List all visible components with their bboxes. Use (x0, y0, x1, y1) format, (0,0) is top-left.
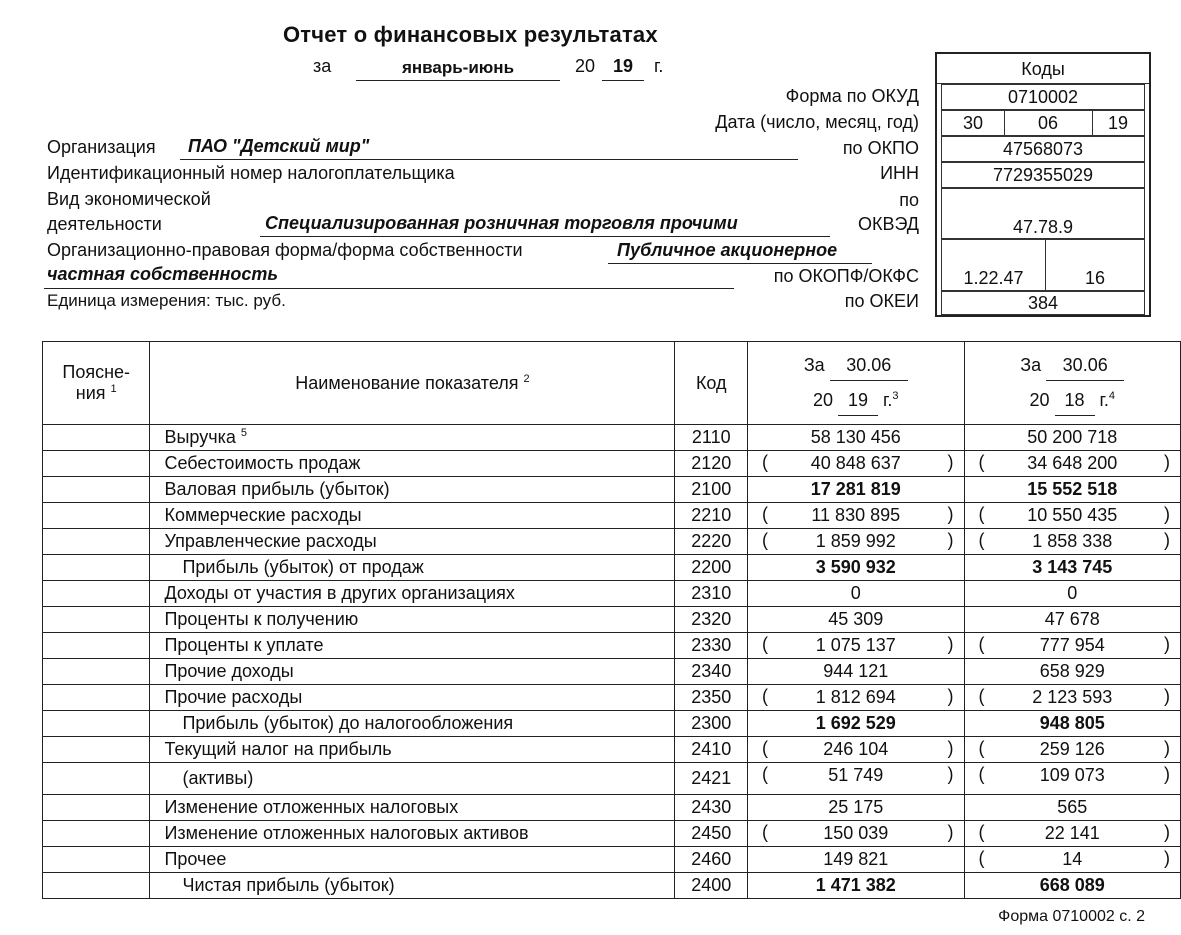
header-code: Код (675, 342, 748, 425)
row-value-previous-number: 259 126 (1039, 739, 1105, 759)
row-value-current (748, 451, 964, 477)
row-explanation (43, 477, 150, 503)
row-name (150, 711, 675, 737)
row-value-current-number: 150 039 (823, 823, 889, 843)
row-value-previous-number: 2 123 593 (1032, 687, 1113, 707)
row-code: 2200 (675, 555, 748, 581)
row-value-previous (964, 711, 1181, 737)
row-code: 2100 (675, 477, 748, 503)
row-code: 2430 (675, 795, 748, 821)
header-period-1-line1 (748, 350, 963, 381)
header-period-2-line2 (965, 381, 1181, 416)
open-paren: ( (762, 634, 769, 654)
header-explanation (43, 342, 150, 425)
table-body (43, 425, 1181, 899)
org-label: Организация (47, 137, 156, 157)
legal-form-value-2: частная собственность (47, 264, 279, 284)
row-value-current (748, 659, 964, 685)
row-code: 2350 (675, 685, 748, 711)
row-value-current (748, 503, 964, 529)
header-name-sup: 2 (523, 372, 530, 385)
row-value-current-number: 944 121 (823, 661, 889, 681)
table-row (43, 873, 1181, 899)
close-paren: ) (947, 530, 954, 550)
row-code: 2120 (675, 451, 748, 477)
period-year-underline (602, 80, 644, 81)
close-paren: ) (947, 822, 954, 842)
open-paren: ( (762, 738, 769, 758)
row-name (150, 425, 675, 451)
row-value-previous (964, 795, 1181, 821)
table-row (43, 581, 1181, 607)
row-name (150, 795, 675, 821)
row-code: 2220 (675, 529, 748, 555)
row-explanation (43, 711, 150, 737)
row-name-text: Проценты к уплате (164, 635, 324, 655)
open-paren: ( (978, 822, 985, 842)
row-value-current-number: 40 848 637 (810, 453, 901, 473)
row-explanation (43, 555, 150, 581)
row-name-text: (активы) (182, 768, 254, 788)
row-value-current (748, 795, 964, 821)
row-explanation (43, 873, 150, 899)
row-name (150, 659, 675, 685)
okud-code: 0710002 (941, 84, 1145, 110)
row-value-current (748, 477, 964, 503)
row-code: 2210 (675, 503, 748, 529)
row-value-previous-number: 948 805 (1039, 713, 1105, 733)
activity-underline (260, 236, 830, 237)
activity-label-2: деятельности (47, 214, 162, 234)
row-code: 2450 (675, 821, 748, 847)
row-value-previous (964, 555, 1181, 581)
row-explanation (43, 425, 150, 451)
row-name-text: Изменение отложенных налоговых активов (164, 823, 529, 843)
inn-code: 7729355029 (941, 162, 1145, 188)
row-name (150, 873, 675, 899)
table-header-row (43, 342, 1181, 425)
table-row (43, 477, 1181, 503)
header-period-1-suffix: г. (883, 390, 893, 410)
row-value-previous (964, 503, 1181, 529)
row-code: 2400 (675, 873, 748, 899)
header-explanation-sup: 1 (110, 383, 117, 395)
row-value-current (748, 607, 964, 633)
row-explanation (43, 451, 150, 477)
period-value: январь-июнь (401, 58, 515, 77)
close-paren: ) (947, 634, 954, 654)
row-value-current-number: 45 309 (828, 609, 884, 629)
table-row (43, 503, 1181, 529)
table-row (43, 795, 1181, 821)
row-value-current (748, 633, 964, 659)
legal-form-value-1: Публичное акционерное (617, 240, 838, 260)
row-value-current-number: 149 821 (823, 849, 889, 869)
close-paren: ) (1164, 634, 1170, 654)
row-code: 2330 (675, 633, 748, 659)
okopf-value: 1.22.47 (942, 240, 1046, 290)
okfs-value: 16 (1084, 268, 1106, 288)
row-value-previous (964, 477, 1181, 503)
legal-form-underline-2 (44, 288, 734, 289)
row-name (150, 847, 675, 873)
close-paren: ) (947, 504, 954, 524)
row-name-text: Изменение отложенных налоговых (164, 797, 459, 817)
row-name-text: Себестоимость продаж (164, 453, 361, 473)
row-value-current-number: 1 692 529 (815, 713, 896, 733)
date-month: 06 (1004, 111, 1093, 135)
open-paren: ( (762, 686, 769, 706)
row-value-current-number: 1 859 992 (815, 531, 896, 551)
header-period-2 (964, 342, 1181, 425)
period-year-suffix: г. (654, 56, 664, 76)
report-title: Отчет о финансовых результатах (283, 22, 658, 47)
header-period-1-year-prefix: 20 (812, 390, 834, 410)
row-name-text: Коммерческие расходы (164, 505, 362, 525)
codes-box (935, 52, 1151, 317)
activity-value: Специализированная розничная торговля прочими (265, 213, 738, 233)
row-value-previous-number: 10 550 435 (1027, 505, 1118, 525)
row-name-text: Прочие доходы (164, 661, 294, 681)
row-value-previous-number: 15 552 518 (1027, 479, 1118, 499)
row-value-current-number: 1 075 137 (815, 635, 896, 655)
table-row (43, 711, 1181, 737)
header-explanation-line1: Поясне- (62, 362, 131, 382)
row-name-text: Прочее (164, 849, 227, 869)
header-period-2-suffix: г. (1099, 390, 1109, 410)
table-row (43, 847, 1181, 873)
inn-label: ИНН (880, 163, 919, 183)
header-period-2-prefix: За (1020, 355, 1042, 375)
row-code: 2310 (675, 581, 748, 607)
okved-label: ОКВЭД (857, 214, 919, 234)
row-code: 2421 (675, 763, 748, 795)
close-paren: ) (947, 764, 954, 784)
row-code: 2460 (675, 847, 748, 873)
row-value-previous (964, 821, 1181, 847)
row-explanation (43, 847, 150, 873)
row-value-previous-number: 50 200 718 (1027, 427, 1118, 447)
date-code (941, 110, 1145, 136)
close-paren: ) (1164, 738, 1170, 758)
header-name-text: Наименование показателя (295, 372, 519, 393)
row-value-previous-number: 47 678 (1044, 609, 1100, 629)
row-value-previous (964, 847, 1181, 873)
row-value-current (748, 685, 964, 711)
header-period-1-date: 30.06 (830, 350, 908, 381)
period-underline (356, 80, 560, 81)
row-name (150, 685, 675, 711)
header-name (150, 342, 675, 425)
row-value-previous (964, 763, 1181, 795)
row-value-previous (964, 685, 1181, 711)
okved-code: 47.78.9 (941, 188, 1145, 239)
row-value-current-number: 11 830 895 (811, 505, 901, 525)
row-explanation (43, 607, 150, 633)
row-value-previous-number: 34 648 200 (1027, 453, 1118, 473)
date-year: 19 (1107, 113, 1129, 133)
close-paren: ) (1164, 530, 1170, 550)
table-row (43, 737, 1181, 763)
table-row (43, 451, 1181, 477)
row-value-current (748, 425, 964, 451)
row-value-current-number: 17 281 819 (810, 479, 901, 499)
row-name-sup: 5 (240, 427, 248, 439)
row-value-previous-number: 14 (1062, 849, 1083, 869)
row-value-previous (964, 633, 1181, 659)
header-period-2-year: 18 (1055, 385, 1095, 416)
date-day: 30 (942, 111, 1005, 135)
okud-label: Форма по ОКУД (785, 86, 919, 106)
row-explanation (43, 737, 150, 763)
row-value-previous-number: 668 089 (1039, 875, 1105, 895)
open-paren: ( (762, 764, 769, 784)
period-prefix: за (313, 56, 332, 76)
inn-full-label: Идентификационный номер налогоплательщика (47, 163, 455, 183)
open-paren: ( (978, 634, 985, 654)
row-value-current (748, 821, 964, 847)
row-explanation (43, 503, 150, 529)
row-name-text: Прибыль (убыток) до налогообложения (182, 713, 514, 733)
po-label: по (899, 190, 919, 210)
row-value-previous (964, 581, 1181, 607)
row-explanation (43, 763, 150, 795)
row-name-text: Текущий налог на прибыль (164, 739, 392, 759)
row-name-text: Валовая прибыль (убыток) (164, 479, 390, 499)
header-period-2-date: 30.06 (1046, 350, 1124, 381)
header-explanation-text: ния (75, 383, 106, 403)
okei-label: по ОКЕИ (844, 291, 919, 311)
row-value-previous-number: 1 858 338 (1032, 531, 1113, 551)
row-value-current-number: 58 130 456 (810, 427, 901, 447)
row-name (150, 477, 675, 503)
table-row (43, 529, 1181, 555)
header-period-2-sup: 4 (1108, 390, 1116, 402)
row-explanation (43, 685, 150, 711)
okopf-code (941, 239, 1145, 291)
row-name-text: Прочие расходы (164, 687, 303, 707)
table-row (43, 685, 1181, 711)
table-row (43, 607, 1181, 633)
header-period-2-line1 (965, 350, 1181, 381)
header-period-1-year: 19 (838, 385, 878, 416)
row-value-previous-number: 109 073 (1039, 765, 1105, 785)
row-name-text: Прибыль (убыток) от продаж (182, 557, 424, 577)
row-name (150, 633, 675, 659)
row-value-current-number: 25 175 (828, 797, 884, 817)
open-paren: ( (978, 764, 985, 784)
row-code: 2110 (675, 425, 748, 451)
row-name (150, 555, 675, 581)
table-row (43, 425, 1181, 451)
open-paren: ( (978, 686, 985, 706)
open-paren: ( (762, 530, 769, 550)
financial-results-table (42, 341, 1181, 899)
row-value-previous-number: 658 929 (1039, 661, 1105, 681)
row-explanation (43, 821, 150, 847)
row-value-current (748, 711, 964, 737)
header-explanation-line2 (43, 383, 149, 404)
org-name: ПАО "Детский мир" (188, 136, 370, 156)
table-row (43, 633, 1181, 659)
row-name (150, 607, 675, 633)
row-value-previous-number: 0 (1067, 583, 1078, 603)
row-value-previous (964, 451, 1181, 477)
close-paren: ) (1164, 686, 1170, 706)
row-value-current-number: 0 (850, 583, 861, 603)
row-name-text: Выручка (164, 427, 236, 447)
row-name (150, 503, 675, 529)
close-paren: ) (1164, 504, 1170, 524)
row-code: 2320 (675, 607, 748, 633)
row-name-text: Управленческие расходы (164, 531, 377, 551)
row-value-previous-number: 3 143 745 (1032, 557, 1113, 577)
row-value-current-number: 1 471 382 (815, 875, 896, 895)
row-name-text: Доходы от участия в других организациях (164, 583, 515, 603)
close-paren: ) (947, 738, 954, 758)
row-value-previous (964, 873, 1181, 899)
open-paren: ( (762, 452, 769, 472)
row-value-previous (964, 607, 1181, 633)
period-year-prefix: 20 (575, 56, 596, 76)
org-underline (180, 159, 798, 160)
row-value-previous-number: 22 141 (1044, 823, 1100, 843)
row-code: 2410 (675, 737, 748, 763)
date-label: Дата (число, месяц, год) (715, 112, 919, 132)
row-value-current (748, 763, 964, 795)
row-value-current-number: 51 749 (828, 765, 884, 785)
open-paren: ( (762, 822, 769, 842)
open-paren: ( (978, 738, 985, 758)
row-code: 2300 (675, 711, 748, 737)
row-value-previous-number: 777 954 (1039, 635, 1105, 655)
row-value-previous-number: 565 (1057, 797, 1088, 817)
header-period-2-year-prefix: 20 (1029, 390, 1050, 410)
row-code: 2340 (675, 659, 748, 685)
close-paren: ) (1164, 822, 1170, 842)
open-paren: ( (762, 504, 769, 524)
okopf-label: по ОКОПФ/ОКФС (773, 266, 919, 286)
okei-code: 384 (941, 291, 1145, 315)
close-paren: ) (1164, 848, 1170, 868)
row-value-previous (964, 529, 1181, 555)
row-value-current (748, 873, 964, 899)
header-period-1-sup: 3 (892, 390, 899, 402)
activity-label-1: Вид экономической (47, 189, 211, 209)
row-explanation (43, 659, 150, 685)
period-year: 19 (612, 56, 634, 76)
row-explanation (43, 795, 150, 821)
row-explanation (43, 581, 150, 607)
row-name (150, 451, 675, 477)
close-paren: ) (1164, 764, 1170, 784)
row-explanation (43, 529, 150, 555)
row-value-previous (964, 659, 1181, 685)
open-paren: ( (978, 530, 985, 550)
row-name-text: Чистая прибыль (убыток) (182, 875, 395, 895)
header-period-1-line2 (748, 381, 963, 416)
okpo-code: 47568073 (941, 136, 1145, 162)
unit-label: Единица измерения: тыс. руб. (47, 291, 286, 310)
row-value-current-number: 1 812 694 (815, 687, 896, 707)
row-value-current (748, 847, 964, 873)
open-paren: ( (978, 452, 985, 472)
table-row (43, 821, 1181, 847)
close-paren: ) (947, 686, 954, 706)
okpo-label: по ОКПО (842, 138, 919, 158)
header-period-1-prefix: За (803, 355, 825, 375)
row-name (150, 737, 675, 763)
table-row (43, 763, 1181, 795)
row-value-current (748, 581, 964, 607)
row-name-text: Проценты к получению (164, 609, 359, 629)
header-period-1 (748, 342, 964, 425)
row-explanation (43, 633, 150, 659)
row-value-current (748, 529, 964, 555)
table-row (43, 555, 1181, 581)
row-value-current (748, 737, 964, 763)
legal-form-label: Организационно-правовая форма/форма собственности (47, 240, 523, 260)
form-footer: Форма 0710002 с. 2 (998, 908, 1145, 925)
open-paren: ( (978, 504, 985, 524)
close-paren: ) (947, 452, 954, 472)
row-value-current (748, 555, 964, 581)
row-name (150, 763, 675, 795)
codes-header: Коды (937, 54, 1149, 84)
row-name (150, 529, 675, 555)
row-value-current-number: 3 590 932 (815, 557, 896, 577)
row-value-current-number: 246 104 (823, 739, 889, 759)
row-value-previous (964, 737, 1181, 763)
open-paren: ( (978, 848, 985, 868)
legal-form-underline-1 (608, 263, 872, 264)
row-name (150, 821, 675, 847)
row-name (150, 581, 675, 607)
close-paren: ) (1164, 452, 1170, 472)
table-row (43, 659, 1181, 685)
row-value-previous (964, 425, 1181, 451)
